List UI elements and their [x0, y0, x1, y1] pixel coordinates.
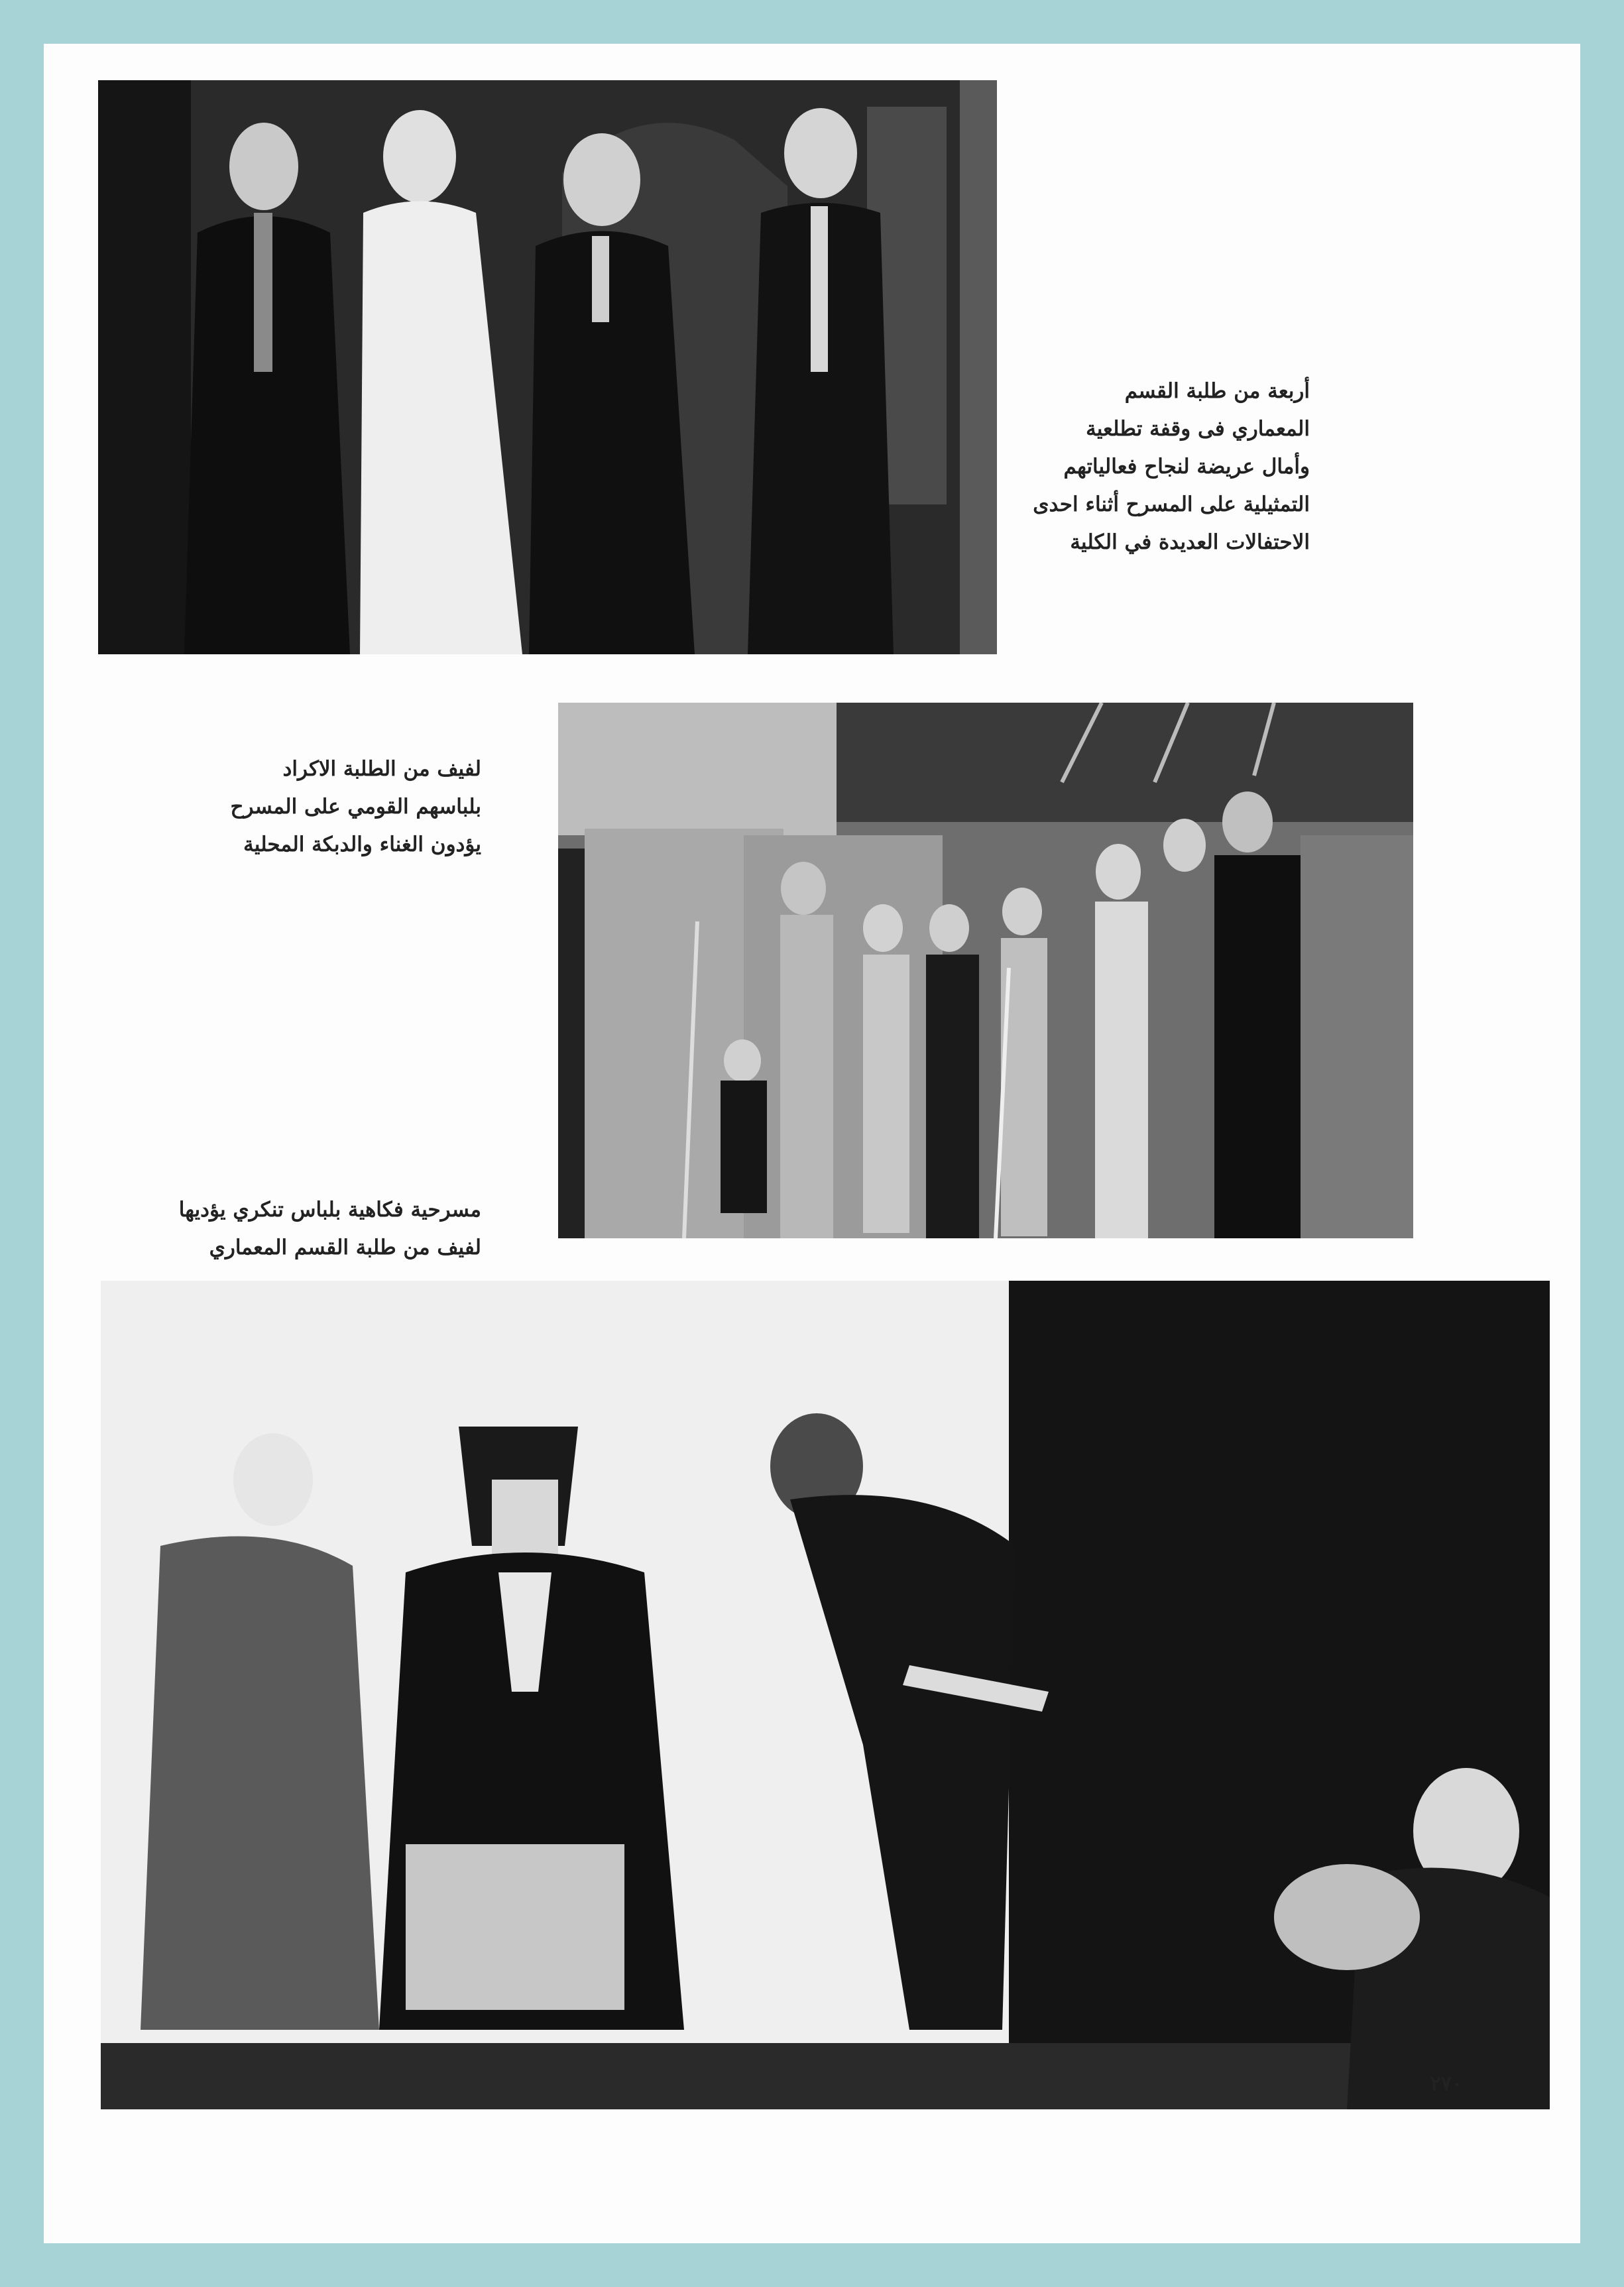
caption-kurdish-students [230, 750, 481, 864]
caption-four-students [1033, 373, 1310, 561]
caption-line: يؤدون الغناء والدبكة المحلية [243, 833, 481, 856]
caption-line: أربعة من طلبة القسم [1124, 379, 1310, 403]
caption-comedy-play [179, 1191, 481, 1267]
document-page [44, 44, 1580, 2243]
caption-line: التمثيلية على المسرح أثناء احدى [1033, 493, 1310, 516]
caption-line: الاحتفالات العديدة في الكلية [1070, 530, 1310, 554]
caption-line: لفيف من الطلبة الاكراد [282, 757, 481, 781]
photo-comedy-play [101, 1281, 1550, 2109]
caption-line: المعماري فى وقفة تطلعية [1086, 417, 1310, 441]
photo-kurdish-students-stage [558, 703, 1413, 1238]
caption-line: مسرحية فكاهية بلباس تنكري يؤديها [178, 1198, 481, 1222]
caption-line: وأمال عريضة لنجاح فعالياتهم [1063, 455, 1310, 479]
page-number: ٢٧٠ [1430, 2072, 1462, 2095]
photo-four-students [98, 80, 997, 654]
caption-line: لفيف من طلبة القسم المعماري [209, 1236, 481, 1260]
caption-line: بلباسهم القومي على المسرح [230, 795, 481, 819]
